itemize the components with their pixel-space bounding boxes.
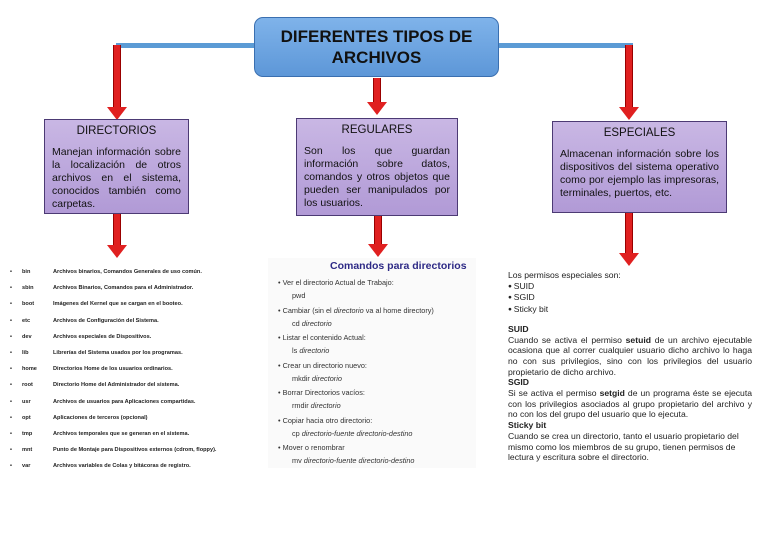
command-example [278, 427, 474, 441]
directory-description: Archivos de Configuración del Sistema. [53, 317, 159, 324]
keyword: setgid [599, 388, 625, 399]
command-example [278, 344, 474, 358]
command-name: rmdir [292, 401, 311, 410]
bullet-icon: • [10, 301, 12, 308]
permissions-intro: Los permisos especiales son: [508, 270, 621, 280]
connector-left [116, 43, 256, 48]
command-question: • Ver el directorio Actual de Trabajo: [278, 276, 474, 289]
list-item [10, 280, 250, 296]
command-argument: directorio-fuente directorio-destino [303, 456, 415, 465]
command-name: ls [292, 346, 300, 355]
category-title: DIRECTORIOS [76, 125, 157, 137]
bullet-icon: • [10, 447, 12, 454]
directory-description: Aplicaciones de terceros (opcional) [53, 414, 148, 421]
directory-name: dev [22, 333, 32, 340]
bullet-icon: • [10, 350, 12, 357]
connector-right [498, 43, 633, 48]
category-title: REGULARES [341, 124, 413, 136]
bullet-icon: • [10, 382, 12, 389]
sticky-heading: Sticky bit [508, 420, 547, 431]
sticky-description: Cuando se crea un directorio, tanto el usuario propietario del mismo como los miembros de su grupo, tienen permisos de lectura y escritura sobre el directorio. [508, 430, 739, 463]
list-item [10, 361, 250, 377]
directory-description: Librerías del Sistema usados por los programas. [53, 350, 183, 357]
title-line-2: ARCHIVOS [331, 48, 422, 67]
suid-heading: SUID [508, 323, 529, 334]
special-permissions [508, 270, 752, 463]
list-item [278, 331, 474, 359]
question-text: Cambiar (sin el [282, 305, 334, 315]
directory-name: tmp [22, 430, 33, 437]
directory-description: Punto de Montaje para Dispositivos externos (cdrom, floppy). [53, 447, 217, 454]
category-directorios [44, 119, 189, 214]
directory-name: boot [22, 301, 35, 308]
category-description: Son los que guardan información sobre datos, comandos y otros objetos que pueden ser manipulados por los usuarios. [304, 145, 450, 209]
command-argument: directorio [299, 346, 330, 355]
directory-name: opt [22, 414, 31, 421]
command-question: • Listar el contenido Actual: [278, 331, 474, 344]
permission-item: ● SUID [508, 281, 752, 293]
category-regulares [296, 118, 458, 216]
list-item [10, 377, 250, 393]
list-item [278, 386, 474, 414]
command-example [278, 289, 474, 303]
bullet-icon: • [10, 463, 12, 470]
bullet-icon: • [10, 333, 12, 340]
directory-description: Archivos especiales de Dispositivos. [53, 333, 152, 340]
text: Si se activa el permiso [508, 388, 600, 399]
sgid-description [508, 388, 752, 420]
permission-item: ● Sticky bit [508, 304, 752, 316]
category-description: Manejan información sobre la localización de otros archivos en el sistema, conocidos también como carpetas. [52, 146, 181, 210]
bullet-icon: • [10, 285, 12, 292]
directory-name: usr [22, 398, 31, 405]
directory-description: Archivos de usuarios para Aplicaciones compartidas. [53, 398, 196, 405]
commands-list [278, 276, 474, 469]
command-example [278, 372, 474, 386]
list-item [278, 304, 474, 332]
directory-name: root [22, 382, 33, 389]
list-item [10, 426, 250, 442]
command-example [278, 454, 474, 468]
bullet-icon: • [10, 366, 12, 373]
permission-item: ● SGID [508, 292, 752, 304]
bullet-icon: • [10, 317, 12, 324]
bullet-icon: • [10, 398, 12, 405]
command-name: cp [292, 428, 302, 438]
commands-heading: Comandos para directorios [330, 260, 467, 272]
directory-description: Directorios Home de los usuarios ordinarios. [53, 366, 173, 373]
directory-name: home [22, 366, 37, 373]
sgid-heading: SGID [508, 377, 530, 388]
directory-description: Archivos variables de Colas y bitácoras de registro. [53, 463, 191, 470]
command-name: mkdir [292, 373, 312, 383]
keyword: setuid [625, 334, 651, 345]
directory-description: Imágenes del Kernel que se cargan en el booteo. [53, 301, 183, 308]
question-text: va al home directory) [363, 305, 434, 315]
command-example [278, 317, 474, 331]
directory-list [10, 264, 250, 474]
list-item [10, 313, 250, 329]
question-emphasis: directorio [333, 305, 364, 315]
bullet-icon: • [10, 430, 12, 437]
command-name: cd [292, 318, 302, 328]
directory-description: Archivos binarios, Comandos Generales de uso común. [53, 269, 202, 276]
list-item [10, 264, 250, 280]
command-question: • Borrar Directorios vacíos: [278, 386, 474, 399]
commands-panel [268, 258, 476, 468]
text: de un archivo ejecutable ocasiona que al correr cualquier usuario dicho archivo lo haga no con sus privilegios, sino con los privilegios del usuario propietario de dicho archivo. [508, 334, 752, 377]
diagram-title [254, 17, 499, 77]
command-argument: directorio [311, 373, 342, 383]
category-title: ESPECIALES [603, 127, 676, 139]
category-description: Almacenan información sobre los dispositivos del sistema operativo como por ejemplo las impresoras, terminales, puertos, etc. [560, 148, 719, 199]
text: de un programa éste se ejecuta con los privilegios asociados al grupo propietario del archivo y no con los del grupo del usuario que lo ejecuta. [508, 388, 752, 420]
category-especiales [552, 121, 727, 213]
list-item [10, 394, 250, 410]
command-question: • Copiar hacia otro directorio: [278, 414, 474, 427]
command-question: • Crear un directorio nuevo: [278, 359, 474, 372]
list-item [10, 296, 250, 312]
directory-name: sbin [22, 285, 34, 292]
bullet-icon: • [10, 269, 12, 276]
title-line-1: DIFERENTES TIPOS DE [280, 27, 473, 46]
command-question: • Mover o renombrar [278, 441, 474, 454]
list-item [278, 414, 474, 442]
command-name: mv [292, 456, 304, 465]
directory-name: bin [22, 269, 31, 276]
directory-description: Directorio Home del Administrador del sistema. [53, 382, 180, 389]
list-item [278, 441, 474, 469]
list-item [10, 329, 250, 345]
command-name: pwd [292, 291, 306, 300]
list-item [10, 458, 250, 474]
directory-description: Archivos Binarios, Comandos para el Administrador. [53, 285, 194, 292]
directory-description: Archivos temporales que se generan en el sistema. [53, 430, 190, 437]
list-item [278, 276, 474, 304]
bullet-icon: • [10, 414, 12, 421]
command-argument: directorio [310, 401, 341, 410]
directory-name: etc [22, 317, 31, 324]
text: Cuando se activa el permiso [508, 334, 626, 345]
directory-name: mnt [22, 447, 33, 454]
command-question [278, 304, 474, 317]
suid-description [508, 335, 752, 378]
directory-name: lib [22, 350, 29, 357]
list-item [10, 345, 250, 361]
list-item [10, 410, 250, 426]
command-argument: directorio-fuente directorio-destino [301, 428, 413, 438]
command-argument: directorio [301, 318, 332, 328]
list-item [278, 359, 474, 387]
command-example [278, 399, 474, 413]
list-item [10, 442, 250, 458]
directory-name: var [22, 463, 31, 470]
